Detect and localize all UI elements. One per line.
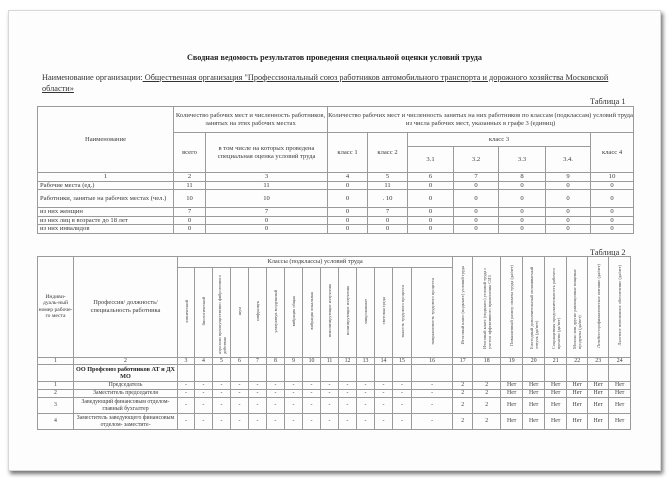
factor-class-cell: -	[357, 382, 375, 390]
cell-value: 0	[408, 190, 454, 208]
cell-value: 0	[454, 208, 499, 217]
cell-value: 0	[499, 225, 546, 234]
factor-class-cell: -	[195, 382, 213, 390]
cell-value: 10	[206, 190, 328, 208]
benefit-cell: Нет	[523, 414, 545, 430]
benefit-cell: Нет	[588, 398, 609, 414]
factor-class-cell: -	[285, 382, 303, 390]
header-extra-column	[523, 257, 545, 358]
row-label: Работники, занятые на рабочих местах (чел.)	[38, 190, 174, 208]
empty-cell	[375, 365, 393, 382]
cell-value: 0	[408, 208, 454, 217]
workplace-id: 3	[38, 398, 74, 414]
factor-class-cell: -	[375, 414, 393, 430]
profession-name: Председатель	[74, 382, 178, 390]
table1-label: Таблица 1	[590, 97, 626, 106]
column-number: 13	[357, 357, 375, 365]
column-number: 21	[545, 357, 567, 365]
factor-class-cell: -	[285, 414, 303, 430]
cell-value: 0	[591, 208, 634, 217]
header-extra-label: Ежегодный дополнительный оплачиваемый отпуск (да/нет)	[528, 266, 539, 349]
factor-class-cell: -	[321, 390, 339, 398]
empty-cell	[501, 365, 523, 382]
cell-value: 0	[499, 216, 546, 225]
column-number: 8	[267, 357, 285, 365]
empty-cell	[609, 365, 631, 382]
header-factor-column	[393, 268, 412, 358]
factor-class-cell: -	[412, 414, 453, 430]
header-factor-column	[321, 268, 339, 358]
factor-class-cell: -	[393, 382, 412, 390]
column-number: 16	[412, 357, 453, 365]
column-number: 1	[38, 173, 174, 182]
column-number: 6	[231, 357, 249, 365]
cell-value: 0	[546, 225, 591, 234]
header-factor-column	[285, 268, 303, 358]
empty-cell	[303, 365, 321, 382]
header-extra-column	[567, 257, 588, 358]
final-class-siz-cell: 2	[473, 414, 501, 430]
factor-class-cell: -	[178, 414, 195, 430]
column-number: 22	[567, 357, 588, 365]
empty-cell	[588, 365, 609, 382]
factor-class-cell: -	[339, 382, 357, 390]
benefit-cell: Нет	[588, 414, 609, 430]
factor-class-cell: -	[213, 390, 231, 398]
factor-class-cell: -	[375, 382, 393, 390]
header-factor-label: ионизирующие излучения	[345, 286, 350, 336]
table-row	[38, 181, 634, 190]
header-factor-column	[375, 268, 393, 358]
header-extra-column	[545, 257, 567, 358]
factor-class-cell: -	[231, 414, 249, 430]
factor-class-cell: -	[178, 398, 195, 414]
cell-value: 0	[591, 190, 634, 208]
final-class-cell: 2	[453, 382, 473, 390]
cell-value: 11	[206, 181, 328, 190]
benefit-cell: Нет	[501, 382, 523, 390]
factor-class-cell: -	[231, 382, 249, 390]
factor-class-cell: -	[412, 398, 453, 414]
benefit-cell: Нет	[588, 390, 609, 398]
factor-class-cell: -	[285, 398, 303, 414]
header-factor-label: аэрозоли преимущественно фиброгенного действия	[216, 274, 227, 354]
factor-class-cell: -	[249, 390, 267, 398]
header-class-3-4: 3.4.	[546, 147, 591, 173]
header-classes-group: Классы (подклассы) условий труда	[178, 257, 453, 268]
column-number: 9	[285, 357, 303, 365]
factor-class-cell: -	[357, 390, 375, 398]
organization-line	[42, 73, 642, 94]
header-extra-column	[473, 257, 501, 358]
cell-value: 0	[591, 225, 634, 234]
benefit-cell: Нет	[588, 382, 609, 390]
header-factor-label: световая среда	[381, 297, 386, 325]
profession-name: Заведующий финансовым отделом-главный бухгалтер	[74, 398, 178, 414]
column-number: 3	[178, 357, 195, 365]
cell-value: 0	[546, 208, 591, 217]
factor-class-cell: -	[412, 390, 453, 398]
header-workplaces-group: Количество рабочих мест и численность работников, занятых на этих рабочих местах	[174, 107, 328, 133]
benefit-cell: Нет	[523, 398, 545, 414]
workplace-id: 4	[38, 414, 74, 430]
header-class-3-2: 3.2	[454, 147, 499, 173]
benefit-cell: Нет	[523, 382, 545, 390]
header-class3: класс 3	[408, 133, 591, 147]
table-row	[38, 190, 634, 208]
benefit-cell: Нет	[609, 414, 631, 430]
table-row	[38, 216, 634, 225]
empty-cell	[473, 365, 501, 382]
column-number: 4	[195, 357, 213, 365]
header-factor-column	[412, 268, 453, 358]
factor-class-cell: -	[303, 390, 321, 398]
header-factor-label: неионизирующие излучения	[327, 284, 332, 338]
factor-class-cell: -	[249, 382, 267, 390]
column-number: 1	[38, 357, 74, 365]
column-number: 4	[328, 173, 368, 182]
table-1-summary	[37, 106, 634, 234]
row-label: из них инвалидов	[38, 225, 174, 234]
column-numbers-row	[38, 357, 631, 365]
final-class-cell: 2	[453, 390, 473, 398]
cell-value: 0	[454, 181, 499, 190]
factor-class-cell: -	[249, 398, 267, 414]
header-extra-label: Итоговый класс (подкласс) условий труда с учетом эффективного применения СИЗ	[481, 267, 492, 349]
benefit-cell: Нет	[545, 390, 567, 398]
header-factor-label: шум	[237, 306, 242, 316]
column-number: 23	[588, 357, 609, 365]
column-number: 10	[303, 357, 321, 365]
factor-class-cell: -	[213, 382, 231, 390]
empty-cell	[321, 365, 339, 382]
header-factor-label: химический	[183, 299, 189, 323]
factor-class-cell: -	[339, 390, 357, 398]
column-number: 24	[609, 357, 631, 365]
cell-value: 0	[454, 225, 499, 234]
column-number: 11	[321, 357, 339, 365]
workplace-id: 2	[38, 390, 74, 398]
header-factor-label: тяжесть трудового процесса	[399, 284, 405, 338]
empty-cell	[357, 365, 375, 382]
factor-class-cell: -	[375, 390, 393, 398]
header-factor-column	[178, 268, 195, 358]
header-workplace-id: Индиви-дуаль-ный номер рабоче-го места	[38, 257, 74, 358]
cell-value: 0	[328, 216, 368, 225]
cell-value: 0	[408, 225, 454, 234]
factor-class-cell: -	[213, 398, 231, 414]
cell-value: 0	[499, 190, 546, 208]
table-row	[38, 414, 631, 430]
header-factor-column	[213, 268, 231, 358]
header-class1: класс 1	[328, 133, 368, 173]
cell-value: 0	[328, 208, 368, 217]
column-number: 17	[453, 357, 473, 365]
empty-cell	[567, 365, 588, 382]
factor-class-cell: -	[303, 382, 321, 390]
header-profession: Профессия/ должность/ специальность работника	[74, 257, 178, 358]
empty-cell	[267, 365, 285, 382]
header-class2: класс 2	[368, 133, 408, 173]
header-factor-label: вибрация локальная	[309, 292, 314, 330]
factor-class-cell: -	[178, 390, 195, 398]
header-factor-label: биологический	[201, 296, 206, 326]
empty-cell	[178, 365, 195, 382]
benefit-cell: Нет	[567, 414, 588, 430]
cell-value: 7	[174, 208, 206, 217]
cell-value: 0	[206, 216, 328, 225]
column-number: 19	[501, 357, 523, 365]
column-number: 5	[368, 173, 408, 182]
cell-value: 7	[368, 208, 408, 217]
factor-class-cell: -	[231, 398, 249, 414]
benefit-cell: Нет	[545, 398, 567, 414]
factor-class-cell: -	[393, 398, 412, 414]
benefit-cell: Нет	[567, 398, 588, 414]
empty-cell	[213, 365, 231, 382]
factor-class-cell: -	[231, 390, 249, 398]
benefit-cell: Нет	[523, 390, 545, 398]
header-assessed: в том числе на которых проведена специальная оценка условий труда	[206, 133, 328, 173]
column-number: 18	[473, 357, 501, 365]
header-extra-label: Итоговый класс (подкласс) условий труда	[460, 266, 466, 345]
final-class-siz-cell: 2	[473, 398, 501, 414]
column-number: 15	[393, 357, 412, 365]
cell-value: 0	[546, 216, 591, 225]
table-row	[38, 390, 631, 398]
benefit-cell: Нет	[567, 382, 588, 390]
empty-cell	[412, 365, 453, 382]
empty-cell	[231, 365, 249, 382]
cell-value: 0	[454, 190, 499, 208]
empty-cell	[249, 365, 267, 382]
header-name: Наименование	[38, 107, 174, 173]
header-class-3-3: 3.3	[499, 147, 546, 173]
organization-name: Общественная организация "Профессиональный союз работников автомобильного транспорта и дорожного хозяйства Московской области»	[42, 73, 609, 93]
cell-value: 0	[328, 225, 368, 234]
cell-value: 0	[328, 190, 368, 208]
header-extra-label: Сокращенная продолжительность рабочего времени (да/нет)	[550, 267, 561, 349]
cell-value: 10	[174, 190, 206, 208]
table-2-workplaces	[37, 256, 631, 430]
org-row-name: ОО Профсоюз работников АТ и ДХ МО	[74, 365, 178, 382]
empty-cell	[545, 365, 567, 382]
factor-class-cell: -	[393, 390, 412, 398]
cell-value: 0	[368, 216, 408, 225]
cell-value: 0	[408, 216, 454, 225]
header-factor-column	[357, 268, 375, 358]
row-label: Рабочие места (ед.)	[38, 181, 174, 190]
document-title: Сводная ведомость результатов проведения специальной оценки условий труда	[186, 53, 483, 62]
benefit-cell: Нет	[609, 398, 631, 414]
factor-class-cell: -	[267, 390, 285, 398]
table2-label: Таблица 2	[590, 248, 626, 257]
column-number: 10	[591, 173, 634, 182]
column-number: 12	[339, 357, 357, 365]
factor-class-cell: -	[375, 398, 393, 414]
factor-class-cell: -	[195, 414, 213, 430]
benefit-cell: Нет	[545, 382, 567, 390]
factor-class-cell: -	[321, 414, 339, 430]
header-extra-column	[588, 257, 609, 358]
cell-value: 11	[174, 181, 206, 190]
header-extra-column	[453, 257, 473, 358]
header-factor-label: инфразвук	[255, 301, 260, 321]
factor-class-cell: -	[321, 382, 339, 390]
profession-name: Заместитель заведующего финансовым отделом- заместите-	[74, 414, 178, 430]
table-row	[38, 398, 631, 414]
table-row	[38, 225, 634, 234]
benefit-cell: Нет	[609, 382, 631, 390]
header-factor-column	[249, 268, 267, 358]
empty-cell	[285, 365, 303, 382]
header-factor-label: напряженность трудового процесса	[429, 277, 435, 345]
final-class-cell: 2	[453, 414, 473, 430]
header-factor-column	[303, 268, 321, 358]
header-extra-label: Молоко или другие равноценные пищевые продукты (да/нет)	[572, 268, 583, 349]
benefit-cell: Нет	[545, 414, 567, 430]
header-factor-column	[231, 268, 249, 358]
factor-class-cell: -	[178, 382, 195, 390]
cell-value: 0	[368, 225, 408, 234]
header-class4: класс 4	[591, 133, 634, 173]
factor-class-cell: -	[267, 414, 285, 430]
header-factor-label: микроклимат	[363, 298, 368, 324]
factor-class-cell: -	[357, 414, 375, 430]
cell-value: 0	[174, 216, 206, 225]
empty-cell	[195, 365, 213, 382]
column-number: 6	[408, 173, 454, 182]
cell-value: 0	[591, 216, 634, 225]
header-extra-label: Повышенный размер оплаты труда (да/нет)	[509, 264, 515, 347]
final-class-siz-cell: 2	[473, 382, 501, 390]
header-factor-column	[267, 268, 285, 358]
row-label: из них женщин	[38, 208, 174, 217]
header-total: всего	[174, 133, 206, 173]
cell-value: 0	[546, 190, 591, 208]
column-number: 20	[523, 357, 545, 365]
column-number: 9	[546, 173, 591, 182]
row-label: из них лиц в возрасте до 18 лет	[38, 216, 174, 225]
workplace-id: 1	[38, 382, 74, 390]
factor-class-cell: -	[321, 398, 339, 414]
column-number: 7	[249, 357, 267, 365]
cell-value: 7	[206, 208, 328, 217]
column-number: 3	[206, 173, 328, 182]
factor-class-cell: -	[195, 390, 213, 398]
factor-class-cell: -	[285, 390, 303, 398]
empty-cell	[523, 365, 545, 382]
cell-value: 0	[206, 225, 328, 234]
header-extra-label: Лечебно-профилактическое питание (да/нет)	[595, 263, 601, 348]
org-row-id	[38, 365, 74, 382]
factor-class-cell: -	[357, 398, 375, 414]
header-factor-label: вибрация общая	[291, 295, 296, 327]
cell-value: 0	[408, 181, 454, 190]
factor-class-cell: -	[195, 398, 213, 414]
empty-cell	[339, 365, 357, 382]
column-number: 5	[213, 357, 231, 365]
header-extra-label: Льготное пенсионное обеспечение (да/нет)	[617, 265, 623, 346]
cell-value: 0	[499, 181, 546, 190]
header-classes-group: Количество рабочих мест и численность занятых на них работников по классам (подклассам) условий труда из числа рабочих мест, указанных в графе 3 (единиц)	[328, 107, 634, 133]
column-number: 8	[499, 173, 546, 182]
factor-class-cell: -	[412, 382, 453, 390]
factor-class-cell: -	[339, 414, 357, 430]
cell-value: 0	[174, 225, 206, 234]
factor-class-cell: -	[267, 398, 285, 414]
header-extra-column	[609, 257, 631, 358]
cell-value: 0	[591, 181, 634, 190]
cell-value: 11	[368, 181, 408, 190]
factor-class-cell: -	[339, 398, 357, 414]
table-row	[38, 208, 634, 217]
benefit-cell: Нет	[501, 390, 523, 398]
factor-class-cell: -	[303, 414, 321, 430]
organization-label: Наименование организации:	[42, 73, 143, 82]
factor-class-cell: -	[249, 414, 267, 430]
cell-value: 0	[499, 208, 546, 217]
profession-name: Заместитель председателя	[74, 390, 178, 398]
empty-cell	[453, 365, 473, 382]
column-numbers-row	[38, 173, 634, 182]
column-number: 2	[174, 173, 206, 182]
header-factor-column	[339, 268, 357, 358]
header-factor-column	[195, 268, 213, 358]
factor-class-cell: -	[267, 382, 285, 390]
factor-class-cell: -	[213, 414, 231, 430]
column-number: 14	[375, 357, 393, 365]
cell-value: 0	[454, 216, 499, 225]
header-class-3-1: 3.1	[408, 147, 454, 173]
benefit-cell: Нет	[609, 390, 631, 398]
cell-value: 0	[546, 181, 591, 190]
benefit-cell: Нет	[567, 390, 588, 398]
cell-value: 0	[328, 181, 368, 190]
final-class-cell: 2	[453, 398, 473, 414]
benefit-cell: Нет	[501, 398, 523, 414]
header-factor-label: ультразвук воздушный	[273, 289, 278, 333]
cell-value: . 10	[368, 190, 408, 208]
column-number: 2	[74, 357, 178, 365]
benefit-cell: Нет	[501, 414, 523, 430]
table-row	[38, 382, 631, 390]
final-class-siz-cell: 2	[473, 390, 501, 398]
empty-cell	[393, 365, 412, 382]
factor-class-cell: -	[393, 414, 412, 430]
column-number: 7	[454, 173, 499, 182]
factor-class-cell: -	[303, 398, 321, 414]
header-extra-column	[501, 257, 523, 358]
